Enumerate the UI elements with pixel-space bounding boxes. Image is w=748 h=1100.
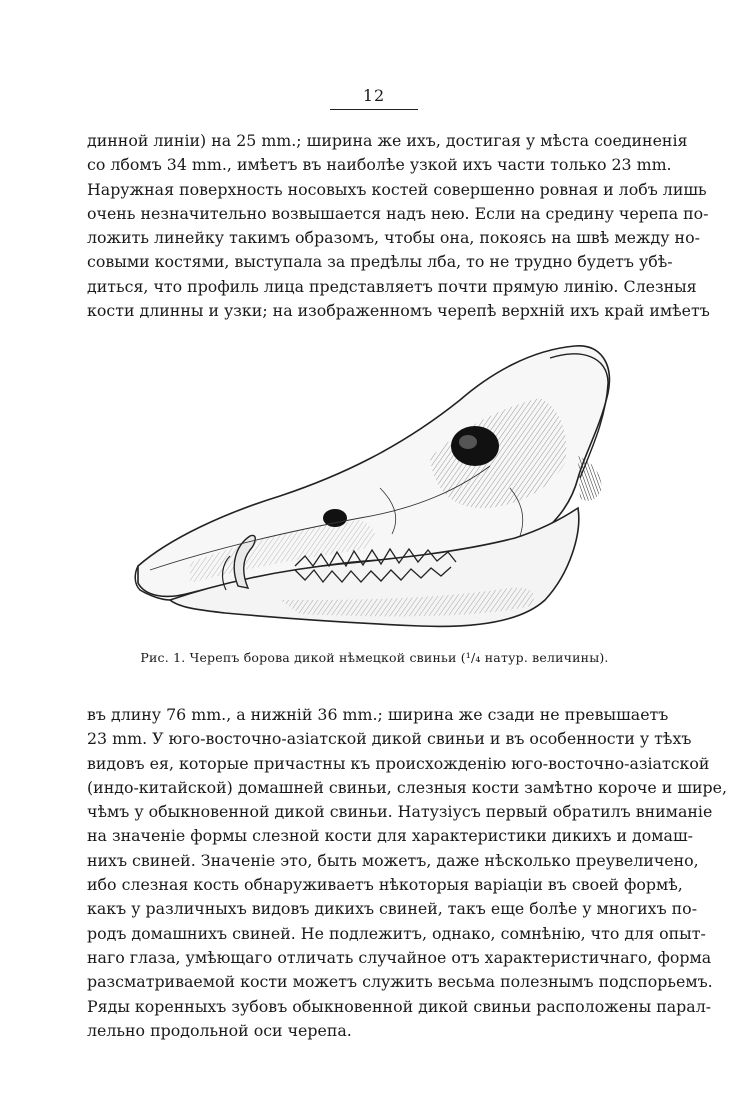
paragraph-top bbox=[87, 129, 710, 323]
text-line: на значеніе формы слезной кости для характеристики дикихъ и домаш- bbox=[87, 826, 693, 846]
text-line: ибо слезная кость обнаруживаетъ нѣкоторыя варіаціи въ своей формѣ, bbox=[87, 875, 683, 895]
text-line: Ряды коренныхъ зубовъ обыкновенной дикой свиньи расположены парал- bbox=[87, 996, 712, 1016]
page-number-rule bbox=[330, 109, 418, 110]
text-line: ложить линейку такимъ образомъ, чтобы она, покоясь на швѣ между но- bbox=[87, 228, 700, 248]
text-line: видовъ ея, которые причастны къ происхожденію юго-восточно-азіатской bbox=[87, 753, 710, 773]
text-line: родъ домашнихъ свиней. Не подлежитъ, однако, сомнѣнію, что для опыт- bbox=[87, 923, 706, 943]
text-line: совыми костями, выступала за предѣлы лба, то не трудно будетъ убѣ- bbox=[87, 252, 673, 272]
text-line: наго глаза, умѣющаго отличать случайное отъ характеристичнаго, форма bbox=[87, 947, 712, 967]
text-line: со лбомъ 34 mm., имѣетъ въ наиболѣе узкой ихъ части только 23 mm. bbox=[87, 155, 672, 175]
skull-illustration bbox=[130, 338, 620, 638]
text-line: лельно продольной оси черепа. bbox=[87, 1020, 352, 1040]
pig-skull-drawing bbox=[130, 338, 620, 638]
text-line: (индо-китайской) домашней свиньи, слезныя кости замѣтно короче и шире, bbox=[87, 777, 728, 797]
text-line: нихъ свиней. Значеніе это, быть можетъ, даже нѣсколько преувеличено, bbox=[87, 850, 699, 870]
page-number: 12 bbox=[362, 86, 386, 105]
text-line: кости длинны и узки; на изображенномъ черепѣ верхній ихъ край имѣетъ bbox=[87, 301, 710, 321]
text-line: въ длину 76 mm., а нижній 36 mm.; ширина же сзади не превышаетъ bbox=[87, 705, 669, 724]
text-line: какъ у различныхъ видовъ дикихъ свиней, такъ еще болѣе у многихъ по- bbox=[87, 899, 698, 919]
text-line: разсматриваемой кости можетъ служить весьма полезнымъ подспорьемъ. bbox=[87, 972, 713, 992]
text-line: очень незначительно возвышается надъ нею. Если на средину черепа по- bbox=[87, 203, 709, 223]
text-line: 23 mm. У юго-восточно-азіатской дикой свиньи и въ особенности у тѣхъ bbox=[87, 729, 692, 749]
text-line: чѣмъ у обыкновенной дикой свиньи. Натузіусъ первый обратилъ вниманіе bbox=[87, 802, 713, 822]
occipital-dark bbox=[578, 456, 602, 501]
text-line: диться, что профиль лица представляетъ почти прямую линію. Слезныя bbox=[87, 276, 697, 296]
text-line: динной линіи) на 25 mm.; ширина же ихъ, достигая у мѣста соединенія bbox=[87, 131, 688, 150]
paragraph-bottom bbox=[87, 703, 728, 1043]
orbit-highlight bbox=[459, 435, 477, 449]
figure-caption: Рис. 1. Черепъ борова дикой нѣмецкой свиньи (¹/₄ натур. величины). bbox=[140, 650, 609, 665]
text-line: Наружная поверхность носовыхъ костей совершенно ровная и лобъ лишь bbox=[87, 179, 707, 199]
